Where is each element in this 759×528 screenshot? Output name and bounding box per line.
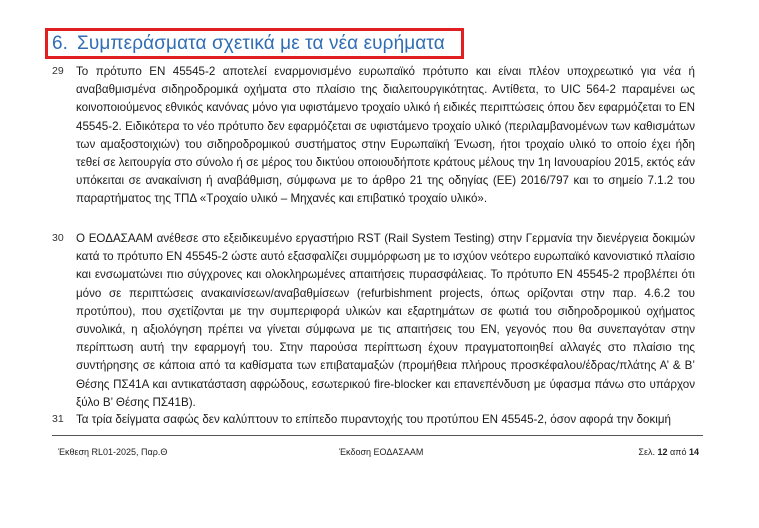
- paragraph-30: [52, 230, 695, 412]
- page-total: 14: [688, 447, 699, 457]
- footer-page-number: [638, 447, 699, 457]
- section-title: Συμπεράσματα σχετικά με τα νέα ευρήματα: [77, 33, 445, 54]
- paragraph-number: 29: [52, 65, 64, 77]
- paragraph-29: [52, 63, 695, 209]
- paragraph-number: 31: [52, 413, 64, 425]
- paragraph-text: Το πρότυπο EN 45545-2 αποτελεί εναρμονισμένο ευρωπαϊκό πρότυπο και είναι πλέον υποχρεωτικό για νέα ή αναβαθμισμένα σιδηροδρομικά οχήματα στο πλαίσιο της διαλειτουργικότητας. Αντίθετα, το UIC 564-2 παραμένει ως κοινοποιούμενος εθνικός κανόνας μόνο για υφιστάμενο τροχαίο υλικό ή ειδικές περιπτώσεις όπου δεν εφαρμόζεται το EN 45545-2. Ειδικότερα το νέο πρότυπο δεν εφαρμόζεται σε υφιστάμενο τροχαίο υλικό (περιλαμβανομένων των καθισμάτων των αμαξοστοιχιών) του σιδηροδρομικού συστήματος στην Ευρωπαϊκή Ένωση, ήτοι τροχαίο υλικό το οποίο έχει ήδη τεθεί σε λειτουργία στο σύνολο ή σε μέρος του δικτύου οποιουδήποτε κράτους μέλους την 1η Ιανουαρίου 2015, εκτός εάν υπόκειται σε ανακαίνιση ή αναβάθμιση, σύμφωνα με το άρθρο 21 της οδηγίας (ΕΕ) 2016/797 και το σημείο 7.1.2 του παραρτήματος της ΤΠΔ «Τροχαίο υλικό – Μηχανές και επιβατικό τροχαίο υλικό».: [76, 65, 695, 206]
- paragraph-text: Ο ΕΟΔΑΣΑΑΜ ανέθεσε στο εξειδικευμένο εργαστήριο RST (Rail System Testing) στην Γερμανία την διενέργεια δοκιμών κατά το πρότυπο EN 45545-2 ώστε αυτό εξασφαλίζει συμμόρφωση με το ισχύον νεότερο ευρωπαϊκό κανονιστικό πλαίσιο και ενσωματώνει πιο σύγχρονες και ολοκληρωμένες απαιτήσεις πυρασφάλειας. Το πρότυπο EN 45545-2 προβλέπει ότι μόνο σε περιπτώσεις ανακαινίσεων/αναβαθμίσεων (refurbishment projects, όπως ορίζονται στην παρ. 4.6.2 του προτύπου), που σχετίζονται με την συμπεριφορά υλικών και εξαρτημάτων σε φωτιά του σιδηροδρομικού οχήματος συνολικά, η αξιολόγηση πρέπει να γίνεται σύμφωνα με τις απαιτήσεις του EN, γεγονός που θα συνεπαγόταν στην περίπτωση αυτή την εφαρμογή του. Στην παρούσα περίπτωση έχουν πραγματοποιηθεί αλλαγές στο πλαίσιο της συντήρησης σε κάποια από τα καθίσματα των επιβαταμαξών (προμήθεια πλήρους προσκέφαλου/έδρας/πλάτης Α’ & Β’ Θέσης ΠΣ41Α και αντικατάσταση αφρώδους, εσωτερικού fire-blocker και επανεπένδυση με ύφασμα πάνω στο υπάρχον ξύλο Β’ Θέσης ΠΣ41Β).: [76, 232, 695, 409]
- page-prefix: Σελ.: [638, 447, 655, 457]
- section-number: 6.: [52, 33, 69, 54]
- paragraph-text: Τα τρία δείγματα σαφώς δεν καλύπτουν το επίπεδο πυραντοχής του προτύπου EN 45545-2, όσον αφορά την δοκιμή: [76, 413, 671, 426]
- footer-report-id: Έκθεση RL01-2025, Παρ.Θ: [58, 447, 168, 457]
- section-heading: [52, 30, 445, 58]
- footer-publisher: Έκδοση ΕΟΔΑΣΑΑΜ: [339, 447, 424, 457]
- paragraph-31: [52, 411, 695, 429]
- page-current: 12: [657, 447, 668, 457]
- page-separator: από: [670, 447, 687, 457]
- footer-divider: [52, 435, 703, 436]
- paragraph-number: 30: [52, 232, 64, 244]
